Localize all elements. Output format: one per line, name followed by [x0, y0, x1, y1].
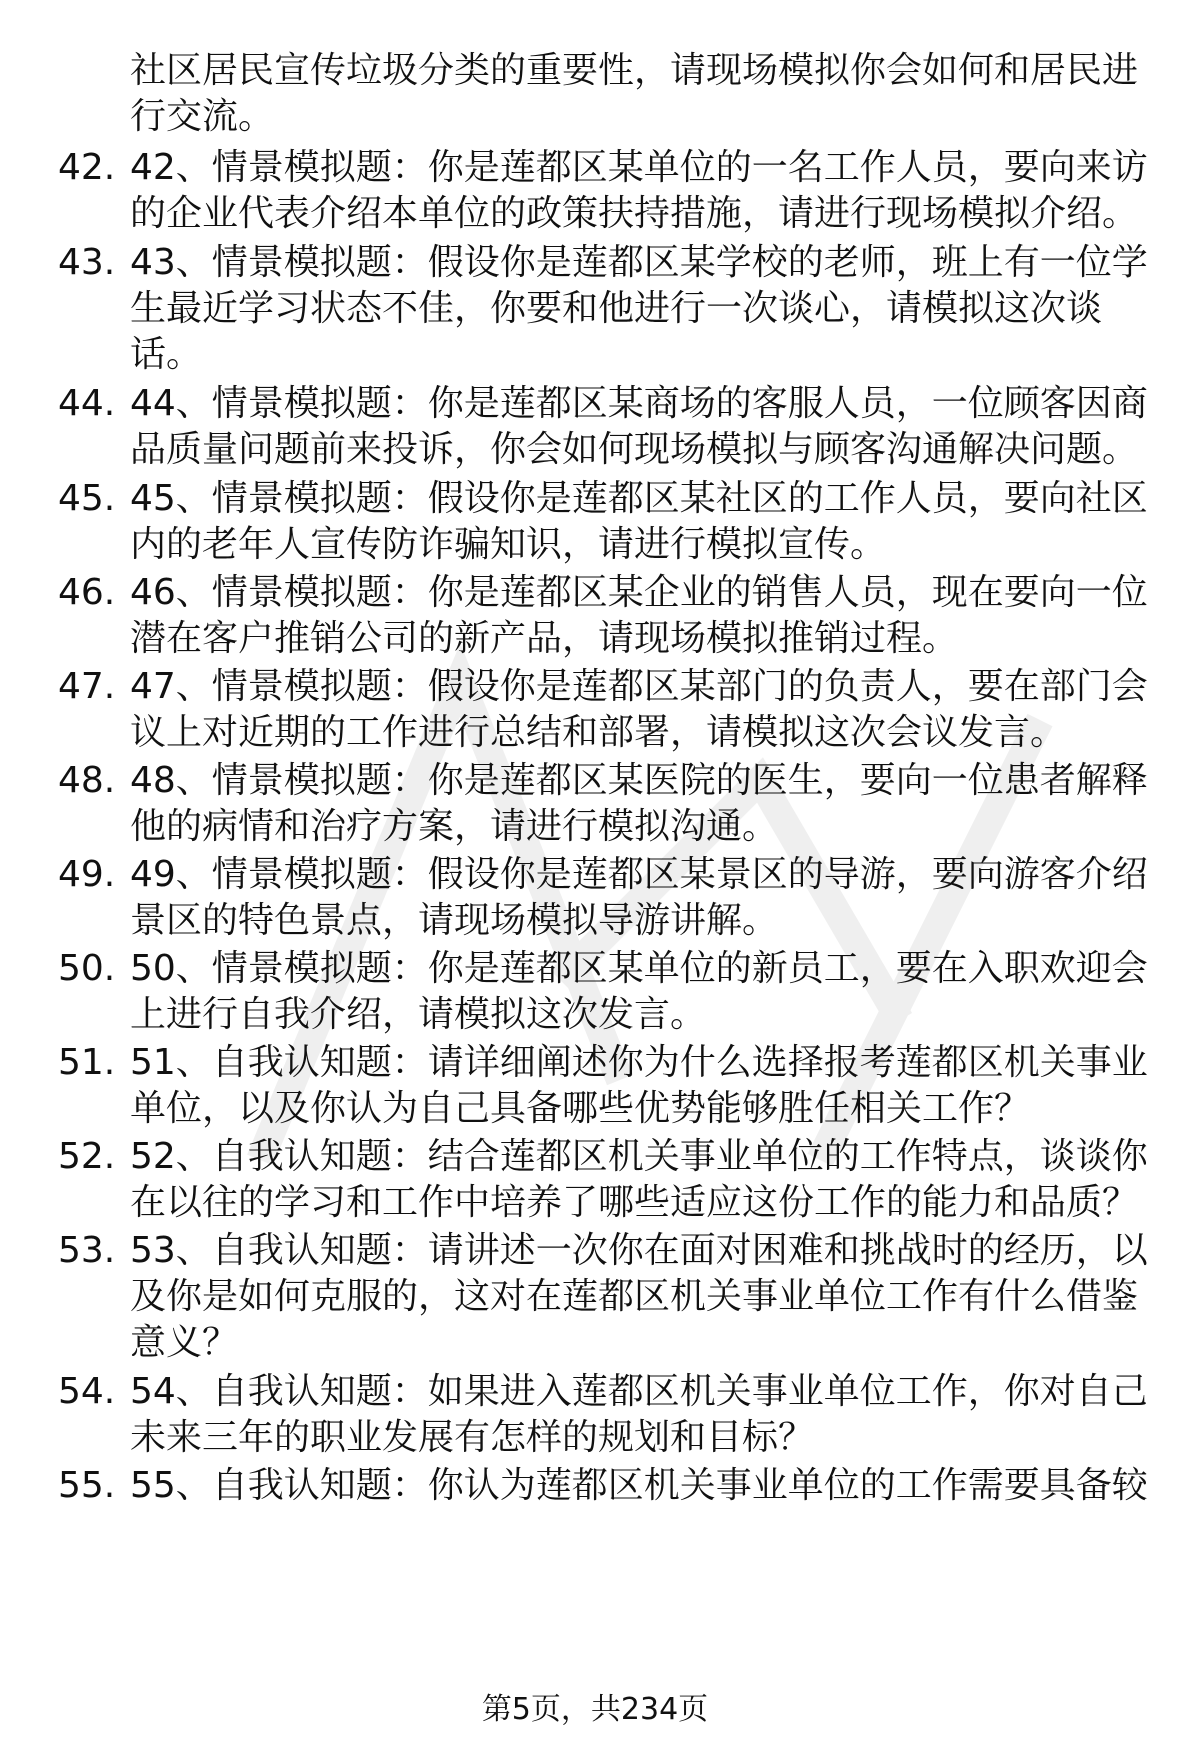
item-number: 52.	[58, 1136, 116, 1177]
item-number: 51.	[58, 1042, 116, 1083]
item-number: 44.	[58, 383, 116, 424]
item-text: 44、情景模拟题：你是莲都区某商场的客服人员，一位顾客因商 品质量问题前来投诉，你会如何现场模拟与顾客沟通解决问题。	[130, 383, 1148, 470]
item-text: 45、情景模拟题：假设你是莲都区某社区的工作人员，要向社区 内的老年人宣传防诈骗知识，请进行模拟宣传。	[130, 478, 1148, 565]
item-text: 42、情景模拟题：你是莲都区某单位的一名工作人员，要向来访 的企业代表介绍本单位的政策扶持措施，请进行现场模拟介绍。	[130, 147, 1148, 234]
item-number: 42.	[58, 147, 116, 188]
item-number: 53.	[58, 1230, 116, 1271]
item-text: 46、情景模拟题：你是莲都区某企业的销售人员，现在要向一位 潜在客户推销公司的新产品，请现场模拟推销过程。	[130, 572, 1148, 659]
item-text: 51、自我认知题：请详细阐述你为什么选择报考莲都区机关事业 单位，以及你认为自己具备哪些优势能够胜任相关工作？	[130, 1042, 1148, 1129]
item-text: 50、情景模拟题：你是莲都区某单位的新员工，要在入职欢迎会 上进行自我介绍，请模拟这次发言。	[130, 948, 1148, 1035]
item-number: 49.	[58, 854, 116, 895]
item-number: 45.	[58, 478, 116, 519]
item-number: 50.	[58, 948, 116, 989]
item-number: 47.	[58, 666, 116, 707]
item-number: 48.	[58, 760, 116, 801]
continuation-paragraph: 社区居民宣传垃圾分类的重要性，请现场模拟你会如何和居民进 行交流。	[130, 50, 1139, 137]
item-number: 54.	[58, 1371, 116, 1412]
item-text: 54、自我认知题：如果进入莲都区机关事业单位工作，你对自己 未来三年的职业发展有怎样的规划和目标？	[130, 1371, 1148, 1458]
item-text: 49、情景模拟题：假设你是莲都区某景区的导游，要向游客介绍 景区的特色景点，请现场模拟导游讲解。	[130, 854, 1148, 941]
item-text: 48、情景模拟题：你是莲都区某医院的医生，要向一位患者解释 他的病情和治疗方案，请进行模拟沟通。	[130, 760, 1148, 847]
item-text: 52、自我认知题：结合莲都区机关事业单位的工作特点，谈谈你 在以往的学习和工作中培养了哪些适应这份工作的能力和品质？	[130, 1136, 1148, 1223]
item-number: 46.	[58, 572, 116, 613]
item-number: 55.	[58, 1465, 116, 1506]
item-number: 43.	[58, 242, 116, 283]
item-text: 47、情景模拟题：假设你是莲都区某部门的负责人，要在部门会 议上对近期的工作进行总结和部署，请模拟这次会议发言。	[130, 666, 1148, 753]
item-text: 55、自我认知题：你认为莲都区机关事业单位的工作需要具备较	[130, 1465, 1148, 1506]
item-text: 53、自我认知题：请讲述一次你在面对困难和挑战时的经历，以 及你是如何克服的，这对在莲都区机关事业单位工作有什么借鉴 意义？	[130, 1230, 1148, 1363]
page-footer: 第5页，共234页	[481, 1692, 709, 1727]
item-text: 43、情景模拟题：假设你是莲都区某学校的老师，班上有一位学 生最近学习状态不佳，你要和他进行一次谈心，请模拟这次谈 话。	[130, 242, 1148, 375]
